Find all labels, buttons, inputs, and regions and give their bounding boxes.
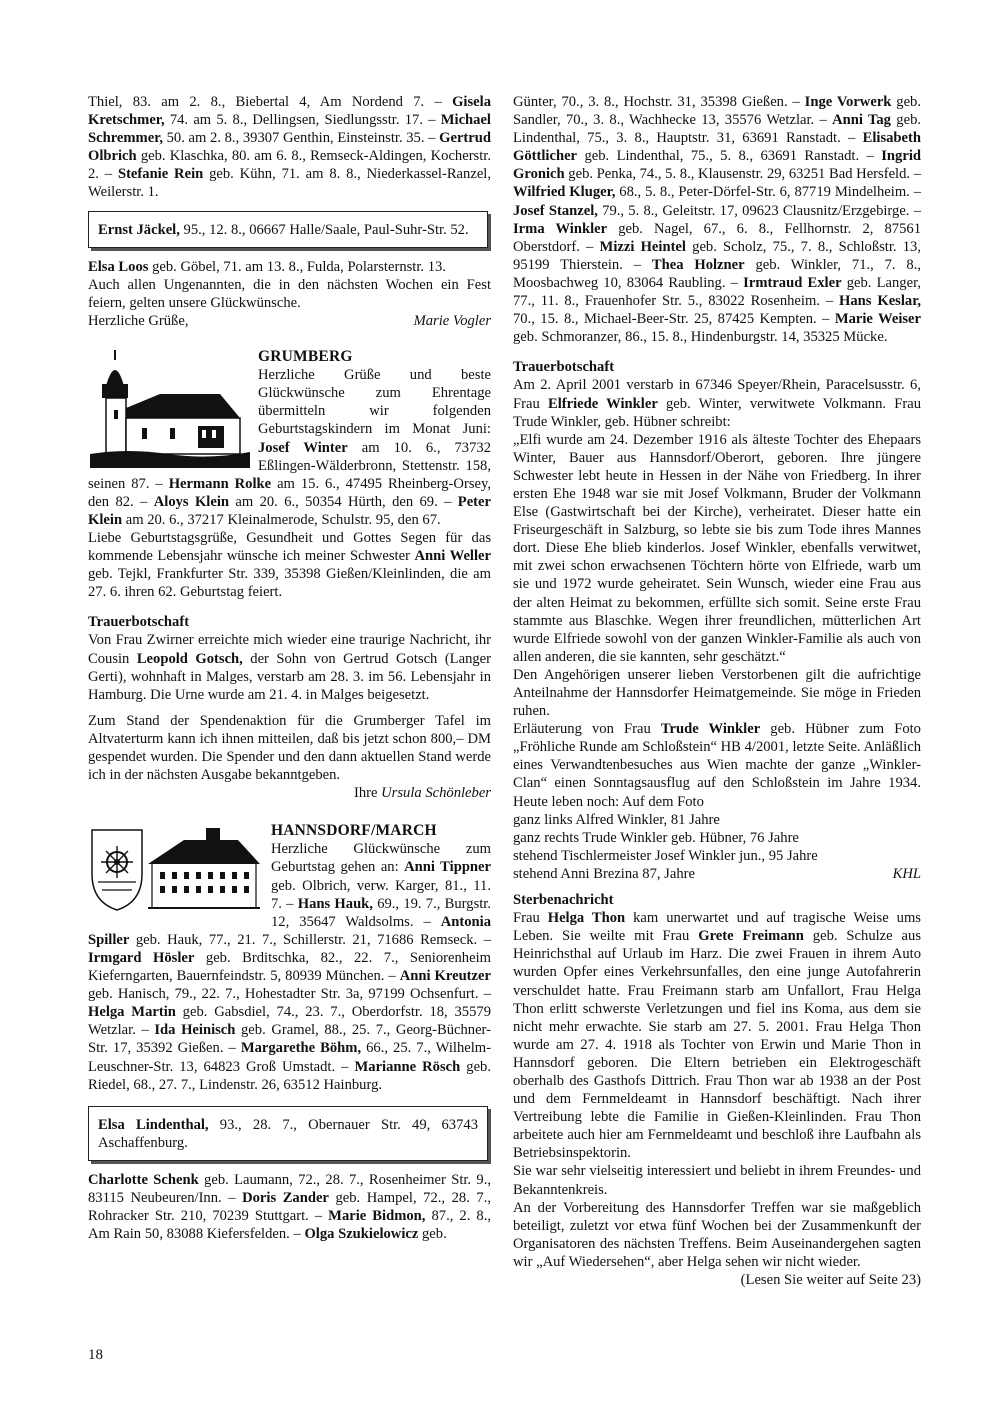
section-title-hannsdorf: HANNSDORF/MARCH (271, 822, 437, 840)
birthday-box-ernst-jaeckel (88, 211, 488, 248)
text-run: 70., 15. 8., Michael-Beer-Str. 25, 87425 Kempten. – (513, 311, 835, 328)
person-name: Grete Freimann (698, 928, 804, 945)
sterbe-text (513, 909, 921, 1162)
section-title-grumberg: GRUMBERG (258, 348, 353, 366)
person-name: Josef Winter (258, 439, 348, 456)
person-name: Anni Tippner (404, 859, 492, 876)
heading-sterbenachricht: Sterbenachricht (513, 892, 614, 909)
text-run: 95., 12. 8., 06667 Halle/Saale, Paul-Suhr-Str. 52. (179, 221, 469, 238)
text-run: geb. Brditschka, 82., 22. 7., Seniorenheim Kieferngarten, Bauernfeindstr. 5, 80939 München. – (88, 949, 491, 985)
text-run: am 15. 6., 47495 Rheinberg-Orsey, den 82. – (88, 475, 491, 510)
text-run: am 20. 6., 50354 Hürth, den 69. – (229, 493, 458, 510)
signature-ursula: Ihre Ursula Schönleber (353, 785, 491, 802)
text-run: geb. Nagel, 67., 6. 8., Fellhornstr. 2, 87561 Oberstdorf. – (513, 220, 921, 255)
person-name: Ida Heinisch (154, 1022, 236, 1039)
person-name: Irmgard Hösler (88, 949, 195, 966)
trauer-text-right (513, 376, 921, 430)
person-name: Helga Martin (88, 1004, 176, 1021)
person-name: Stefanie Rein (117, 166, 204, 183)
person-name: Marianne Rösch (354, 1058, 461, 1075)
person-name: Ingrid Gronich (513, 148, 921, 183)
text-run: geb. Sandler, 70., 3. 8., Wachhecke 13, 35576 Wetzlar. – (513, 94, 922, 129)
person-name: Hermann Rolke (168, 475, 272, 492)
sterbe-text-3: An der Vorbereitung des Hannsdorfer Treffen war sie maßgeblich beteiligt, zuletzt vor etwa fünf Wochen bei der Zusammenkunft der Organisatoren des nächsten Treffens. Beim Auseinandergehen sagten wir „Auf Wiedersehen“, aber Helga sehen wir nicht wieder. (513, 1199, 921, 1270)
text-run: Von Frau Zwirner erreichte mich wieder eine traurige Nachricht, ihr Cousin (88, 632, 491, 667)
text-run: geb. Kühn, 71. am 8. 8., Niederkassel-Ranzel, Weilerstr. 1. (88, 166, 491, 201)
person-name: Marie Bidmon, (328, 1208, 426, 1225)
text-run: geb. Hauk, 77., 21. 7., Schillerstr. 21, 71686 Remseck. – (129, 931, 491, 948)
text-run: am 20. 6., 37217 Kleinalmerode, Schulstr. 95, den 67. (122, 511, 441, 528)
person-name: Peter Klein (88, 493, 491, 528)
birthday-list-intro (88, 93, 491, 202)
birthday-list-right (513, 93, 921, 346)
sterbe-text-2: Sie war sehr vielseitig interessiert und beliebt in ihrem Freundes- und Bekanntenkreis. (513, 1163, 921, 1198)
person-name: Anni Weller (414, 548, 491, 565)
text-run: geb. Riedel, 68., 27. 7., Lindenstr. 26, 63512 Hainburg. (88, 1058, 491, 1093)
person-name: Hans Hauk, (297, 895, 373, 912)
person-name: Marie Weiser (834, 311, 922, 328)
foto-line-last: stehend Anni Brezina 87, Jahre KHL (513, 865, 921, 882)
text-run: Frau (513, 910, 548, 927)
text-run: Herzliche Glückwünsche zum Geburtstag gehen an: (271, 841, 491, 876)
text-run: geb. Hanisch, 79., 22. 7., Hohestadter Str. 3a, 97199 Ochsenfurt. – (88, 986, 491, 1003)
text-run: geb. Schulze aus Heinrichsthal auf Urlaub im Harz. Die zwei Frauen in ihrem Auto wurden Opfer eines Verkehrsunfalles, den eine junge Autofahrerin verschuldet hatte. Frau Freimann starb am Unfallort, Frau Helga Thon erlitt schwerste Verletzungen und fiel ins Koma, aus dem sie nicht mehr erwachte. Sie starb am 27. 5. 2001. Frau Helga Thon wurde am 27. 4. 1918 als Tochter von Erwin und Marie Thon in Hannsdorf geboren. Die Eltern betrieben ein Elektrogeschäft oberhalb des Gasthofs Dittrich. Frau Thon war ab 1938 an der Post und dem Fernmeldeamt in Hannsdorf beschäftigt. Nach ihrer Vertreibung lebte die Familie in Gießen-Kleinlinden. Frau Thon arbeitete auch hier am Fernmeldeamt und beschloß ihre Laufbahn als Betriebsinspektorin. (513, 928, 921, 1162)
signature-name: Marie Vogler (413, 312, 491, 329)
person-name: Gertrud Olbrich (88, 130, 491, 165)
person-name: Irma Winkler (513, 220, 608, 237)
text-run: am 10. 6., 73732 Eßlingen-Wälderbronn, Stettenstr. 158, seinen 87. – (88, 439, 491, 492)
text-run: geb. Langer, 77., 11. 8., Frauenhofer Str. 5., 83022 Rosenheim. – (513, 274, 921, 310)
birthday-elsa-loos (88, 258, 491, 276)
text-run: geb. Klaschka, 80. am 6. 8., Remseck-Aldingen, Kocherstr. 2. – (88, 148, 491, 183)
text-run: geb. Laumann, 72., 28. 7., Rosenheimer Str. 9., 83115 Neubeuren/Inn. – (88, 1171, 491, 1206)
page-number: 18 (88, 1347, 103, 1363)
person-name: Thea Holzner (651, 256, 745, 273)
text-run: kam unerwartet und auf tragische Weise ums Leben. Sie weilte mit Frau (513, 910, 921, 945)
person-name: Margarethe Böhm, (240, 1040, 362, 1057)
person-name: Helga Thon (547, 910, 626, 927)
person-name: Michael Schremmer, (88, 112, 491, 147)
heading-trauerbotschaft-right: Trauerbotschaft (513, 359, 615, 376)
person-name: Elsa Loos (88, 258, 149, 275)
person-name: Hans Keslar, (839, 293, 921, 310)
text-run: Liebe Geburtstagsgrüße, Gesundheit und Gottes Segen für das kommende Lebensjahr wünsche ich meiner Schwester (88, 529, 491, 565)
hannsdorf-coat-of-arms-and-castle-icon (88, 822, 263, 914)
person-name: Inge Vorwerk (804, 94, 892, 110)
birthday-box-elsa-lindenthal (88, 1106, 488, 1161)
text-run: Erläuterung von Frau (513, 721, 661, 738)
person-name: Charlotte Schenk (88, 1171, 199, 1188)
foto-line-2: ganz rechts Trude Winkler geb. Hübner, 76 Jahre (513, 829, 799, 846)
text-run: geb. Gabsdiel, 74., 23. 7., Oberdorfstr. 18, 35579 Wetzlar. – (88, 1004, 491, 1039)
signature-khl: KHL (892, 865, 921, 882)
wishes-text: Auch allen Ungenannten, die in den nächsten Wochen ein Fest feiern, gelten unsere Glückwünsche. (88, 276, 491, 311)
text-run: geb. Schmoranzer, 86., 15. 8., Hindenburgstr. 14, 35325 Mücke. (513, 329, 888, 346)
person-name: Wilfried Kluger, (513, 184, 616, 201)
trauer-text-left (88, 631, 491, 703)
text-run: geb. (418, 1226, 447, 1243)
text-run: Herzliche Grüße und beste Glückwünsche zum Ehrentage übermitteln wir folgenden Geburtstagskindern im Monat Juni: (258, 367, 491, 438)
text-run: geb. Gramel, 88., 25. 7., Georg-Büchner-Str. 17, 35392 Gießen. – (88, 1022, 491, 1057)
foto-erlaeuterung (513, 720, 921, 810)
hannsdorf-section (88, 822, 491, 1243)
grumberg-sister-wishes (88, 529, 491, 601)
person-name: Doris Zander (242, 1189, 329, 1206)
text-run: Günter, 70., 3. 8., Hochstr. 31, 35398 Gießen. – (513, 94, 805, 110)
text-run: 68., 5. 8., Peter-Dörfel-Str. 6, 87719 Mindelheim. – (615, 184, 921, 201)
person-name: Elsa Lindenthal, (98, 1116, 209, 1133)
person-name: Anni Tag (832, 112, 891, 129)
text-run: geb. Lindenthal, 75., 5. 8., 63691 Ranstadt. – (577, 148, 882, 165)
person-name: Anni Kreutzer (399, 968, 491, 985)
person-name: Trude Winkler (660, 721, 761, 738)
text-run: Am 2. April 2001 verstarb in 67346 Speyer/Rhein, Paracelsusstr. 6, Frau (513, 377, 921, 412)
person-name: Elisabeth Göttlicher (513, 130, 921, 165)
text-run: Thiel, 83. am 2. 8., Biebertal 4, Am Nordend 7. – (88, 94, 453, 110)
person-name: Mizzi Heintel (599, 238, 686, 255)
person-name: Elfriede Winkler (547, 395, 658, 412)
right-column (513, 93, 921, 1289)
text-run: geb. Göbel, 71. am 13. 8., Fulda, Polarsternstr. 13. (148, 258, 446, 275)
text-run: 66., 25. 7., Wilhelm-Leuschner-Str. 13, 64823 Groß Umstadt. – (88, 1040, 491, 1075)
person-name: Ernst Jäckel, (98, 221, 180, 238)
hannsdorf-birthdays-continued (88, 1171, 491, 1243)
condolence-text: Den Angehörigen unserer lieben Verstorbenen gilt die aufrichtige Anteilnahme der Hannsdorfer Heimatgemeinde. Sie möge in Frieden ruhen. (513, 666, 921, 720)
text-run: geb. Lindenthal, 75., 3. 8., Hauptstr. 31, 63691 Ranstadt. – (513, 112, 922, 147)
text-run: 79., 5. 8., Geleitstr. 17, 09623 Clausnitz/Erzgebirge. – (597, 202, 921, 219)
person-name: Olga Szukielowicz (304, 1226, 419, 1243)
text-run: geb. Olbrich, verw. Karger, 81., 11. 7. – (271, 877, 491, 912)
text-run: geb. Winter, verwitwete Volkmann. Frau Trude Winkler, geb. Hübner schreibt: (513, 395, 921, 430)
quote-trude-winkler: „Elfi wurde am 24. Dezember 1916 als älteste Tochter des Ehepaars Winter, Bauer aus Hannsdorf/Oberort, geboren. Ihre jüngere Schwester lebt heute in Hessen in der Nähe von Friedberg. In ihrer ersten Ehe 1948 war sie mit Josef Volkmann, Bruder der Volkmann Else (Gastwirtschaft bei der Kirche), verheiratet. Dieser hatte ein Friseurgeschäft in Salzburg, so lebte sie bis zum Tode ihres Mannes dort. Diese Ehe blieb kinderlos. Josef Winkler, ebenfalls verwitwet, mit zwei schon erwachsenen Töchtern hörte von Elfriede, warb um sie und 1972 wurde geheiratet. Sein Wunsch, wieder eine Frau aus der alten Heimat zu bekommen, erfüllte sich somit. Seine erste Frau stammte aus Blaschke. Wegen ihrer freundlichen, mütterlichen Art wurde Elfriede sowohl von der ganzen Winkler-Familie als auch von allen anderen, die sie kannten, sehr geschätzt.“ (513, 431, 921, 665)
grumberg-section (88, 348, 491, 601)
foto-line-1: ganz links Alfred Winkler, 81 Jahre (513, 811, 720, 828)
grumberg-church-icon (88, 348, 250, 468)
text-run: geb. Scholz, 75., 7. 8., Schloßstr. 13, 95199 Thierstein. – (513, 238, 921, 273)
signature-line: Herzliche Grüße, Marie Vogler (88, 312, 491, 329)
text-run: geb. Penka, 74., 5. 8., Klausenstr. 29, 63251 Bad Hersfeld. – (564, 166, 921, 183)
left-column (88, 93, 491, 1243)
heading-trauerbotschaft-left: Trauerbotschaft (88, 614, 190, 631)
foto-line-3: stehend Tischlermeister Josef Winkler jun., 95 Jahre (513, 847, 818, 864)
spenden-text: Zum Stand der Spendenaktion für die Grumberger Tafel im Altvaterturm kann ich ihnen mitteilen, daß bis jetzt schon 800,– DM gespendet wurden. Die Spender und den dann aktuellen Stand werde ich in der nächsten Ausgabe bekanntgeben. (88, 712, 491, 784)
text-run: geb. Hübner zum Foto „Fröhliche Runde am Schloßstein“ HB 4/2001, letzte Seite. Anläßlich eines Verwandtenbesuches aus Wien machte der ganze „Winkler-Clan“ einen Sonntagsausflug auf den Schloßstein im Jahre 1934. Heute leben noch: Auf dem Foto (513, 721, 921, 810)
continued-note: (Lesen Sie weiter auf Seite 23) (740, 1272, 921, 1288)
person-name: Aloys Klein (153, 493, 230, 510)
text-run: geb. Winkler, 71., 7. 8., Moosbachweg 10, 83064 Raubling. – (513, 256, 922, 291)
text-run: 50. am 2. 8., 39307 Genthin, Einsteinstr. 35. – (162, 130, 440, 147)
text-run: der Sohn von Gertrud Gotsch (Langer Gerti), wohnhaft in Malges, verstarb am 28. 3. im 56. Lebensjahr in Hamburg. Die Urne wurde am 21. 4. in Malges beigesetzt. (88, 650, 491, 703)
person-name: Antonia Spiller (88, 913, 491, 948)
person-name: Irmtraud Exler (743, 274, 842, 291)
text-run: 87., 2. 8., Am Rain 50, 83088 Kiefersfelden. – (88, 1208, 492, 1243)
text-run: 93., 28. 7., Obernauer Str. 49, 63743 Aschaffenburg. (98, 1116, 478, 1151)
person-name: Leopold Gotsch, (136, 650, 243, 667)
text-run: 69., 19. 7., Burgstr. 12, 35647 Waldsolms. – (271, 895, 491, 930)
text-run: geb. Hampel, 72., 28. 7., Rohracker Str. 210, 70239 Stuttgart. – (88, 1189, 491, 1225)
text-run: 74. am 5. 8., Dellingsen, Siedlungsstr. 17. – (164, 112, 441, 129)
person-name: Gisela Kretschmer, (88, 94, 491, 129)
person-name: Josef Stanzel, (513, 202, 598, 219)
text-run: geb. Tejkl, Frankfurter Str. 339, 35398 Gießen/Kleinlinden, die am 27. 6. ihren 62. Geburtstag feiert. (88, 566, 491, 601)
